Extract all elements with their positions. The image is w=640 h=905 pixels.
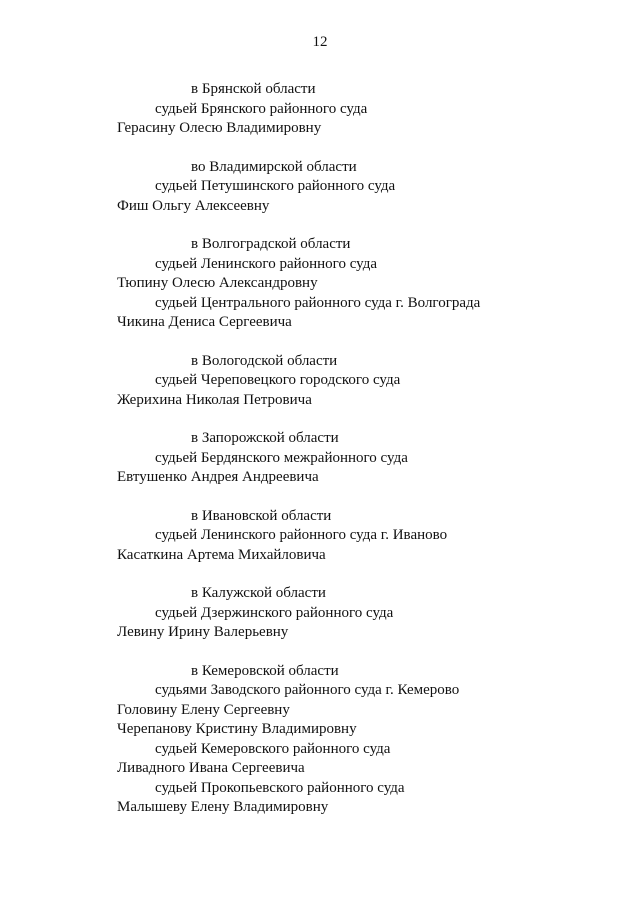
court-position: судьей Ленинского районного суда [155, 256, 378, 272]
region-heading: в Запорожской области [191, 430, 339, 446]
appointee-name: Малышеву Елену Владимировну [117, 799, 329, 815]
region-heading: в Калужской области [191, 585, 326, 601]
court-position: судьей Бердянского межрайонного суда [155, 450, 408, 466]
region-heading: в Брянской области [191, 81, 316, 97]
appointee-name: Ливадного Ивана Сергеевича [117, 760, 305, 776]
court-position: судьей Центрального районного суда г. Волгограда [155, 295, 481, 311]
court-position: судьями Заводского районного суда г. Кемерово [155, 682, 460, 698]
court-position: судьей Ленинского районного суда г. Иваново [155, 527, 448, 543]
region-heading: в Вологодской области [191, 353, 338, 369]
appointee-name: Тюпину Олесю Александровну [117, 275, 318, 291]
court-position: судьей Брянского районного суда [155, 101, 368, 117]
appointee-name: Фиш Ольгу Алексеевну [117, 198, 270, 214]
appointee-name: Левину Ирину Валерьевну [117, 624, 289, 640]
court-position: судьей Прокопьевского районного суда [155, 780, 405, 796]
region-heading: в Ивановской области [191, 508, 332, 524]
appointee-name: Жерихина Николая Петровича [117, 392, 312, 408]
region-heading: в Кемеровской области [191, 663, 339, 679]
appointee-name: Чикина Дениса Сергеевича [117, 314, 292, 330]
appointee-name: Головину Елену Сергеевну [117, 702, 290, 718]
court-position: судьей Петушинского районного суда [155, 178, 396, 194]
appointee-name: Евтушенко Андрея Андреевича [117, 469, 319, 485]
appointee-name: Черепанову Кристину Владимировну [117, 721, 357, 737]
court-position: судьей Дзержинского районного суда [155, 605, 394, 621]
region-heading: в Волгоградской области [191, 236, 351, 252]
region-heading: во Владимирской области [191, 159, 357, 175]
court-position: судьей Череповецкого городского суда [155, 372, 401, 388]
appointee-name: Касаткина Артема Михайловича [117, 547, 326, 563]
court-position: судьей Кемеровского районного суда [155, 741, 391, 757]
appointee-name: Герасину Олесю Владимировну [117, 120, 322, 136]
page-number: 12 [312, 34, 328, 50]
